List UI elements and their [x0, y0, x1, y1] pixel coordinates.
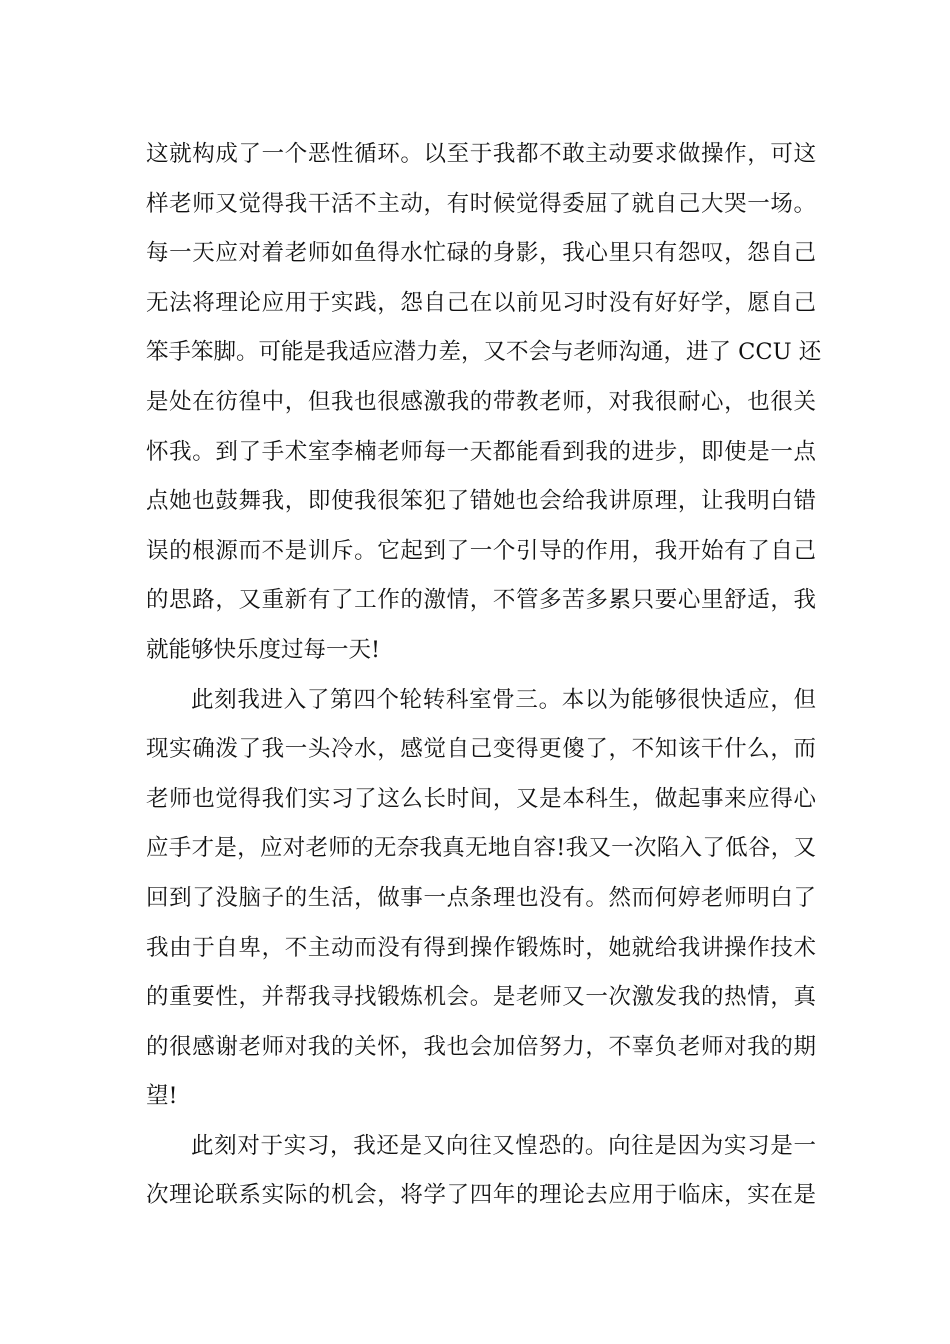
text-line: 此刻对于实习，我还是又向往又惶恐的。向往是因为实习是一: [191, 1132, 816, 1159]
text-line: 这就构成了一个恶性循环。以至于我都不敢主动要求做操作，可这: [146, 141, 816, 167]
text-line: 是处在彷徨中，但我也很感激我的带教老师，对我很耐心，也很关: [146, 388, 816, 415]
text-line: 的重要性，并帮我寻找锻炼机会。是老师又一次激发我的热情，真: [146, 984, 816, 1011]
text-line: 的很感谢老师对我的关怀，我也会加倍努力，不辜负老师对我的期: [146, 1033, 816, 1060]
text-line: 回到了没脑子的生活，做事一点条理也没有。然而何婷老师明白了: [146, 884, 816, 911]
paragraph-1: [146, 130, 822, 676]
text-line: 就能够快乐度过每一天!: [146, 636, 381, 663]
text-line: 怀我。到了手术室李楠老师每一天都能看到我的进步，即使是一点: [146, 438, 816, 465]
text-line: 此刻我进入了第四个轮转科室骨三。本以为能够很快适应，但: [191, 686, 816, 713]
text-line: 现实确泼了我一头冷水，感觉自己变得更傻了，不知该干什么，而: [146, 736, 816, 763]
paragraph-2: [146, 676, 816, 1122]
text-line: 老师也觉得我们实习了这么长时间，又是本科生，做起事来应得心: [146, 785, 816, 812]
text-line: 望!: [146, 1083, 178, 1110]
text-line: 样老师又觉得我干活不主动，有时候觉得委屈了就自己大哭一场。: [146, 190, 816, 217]
text-line: 点她也鼓舞我，即使我很笨犯了错她也会给我讲原理，让我明白错: [146, 488, 816, 515]
text-line: 应手才是，应对老师的无奈我真无地自容!我又一次陷入了低谷，又: [146, 835, 816, 862]
text-line: 误的根源而不是训斥。它起到了一个引导的作用，我开始有了自己: [146, 537, 816, 564]
text-line: 的思路，又重新有了工作的激情，不管多苦多累只要心里舒适，我: [146, 587, 816, 614]
text-line: 每一天应对着老师如鱼得水忙碌的身影，我心里只有怨叹，怨自己: [146, 240, 816, 267]
text-line: 我由于自卑，不主动而没有得到操作锻炼时，她就给我讲操作技术: [146, 934, 816, 961]
body-text: [146, 130, 822, 1221]
text-line: 笨手笨脚。可能是我适应潜力差，又不会与老师沟通，进了 CCU 还: [146, 339, 822, 366]
text-line: 次理论联系实际的机会，将学了四年的理论去应用于临床，实在是: [146, 1182, 816, 1209]
paragraph-3: [146, 1122, 816, 1221]
text-line: 无法将理论应用于实践，怨自己在以前见习时没有好好学，愿自己: [146, 289, 816, 316]
